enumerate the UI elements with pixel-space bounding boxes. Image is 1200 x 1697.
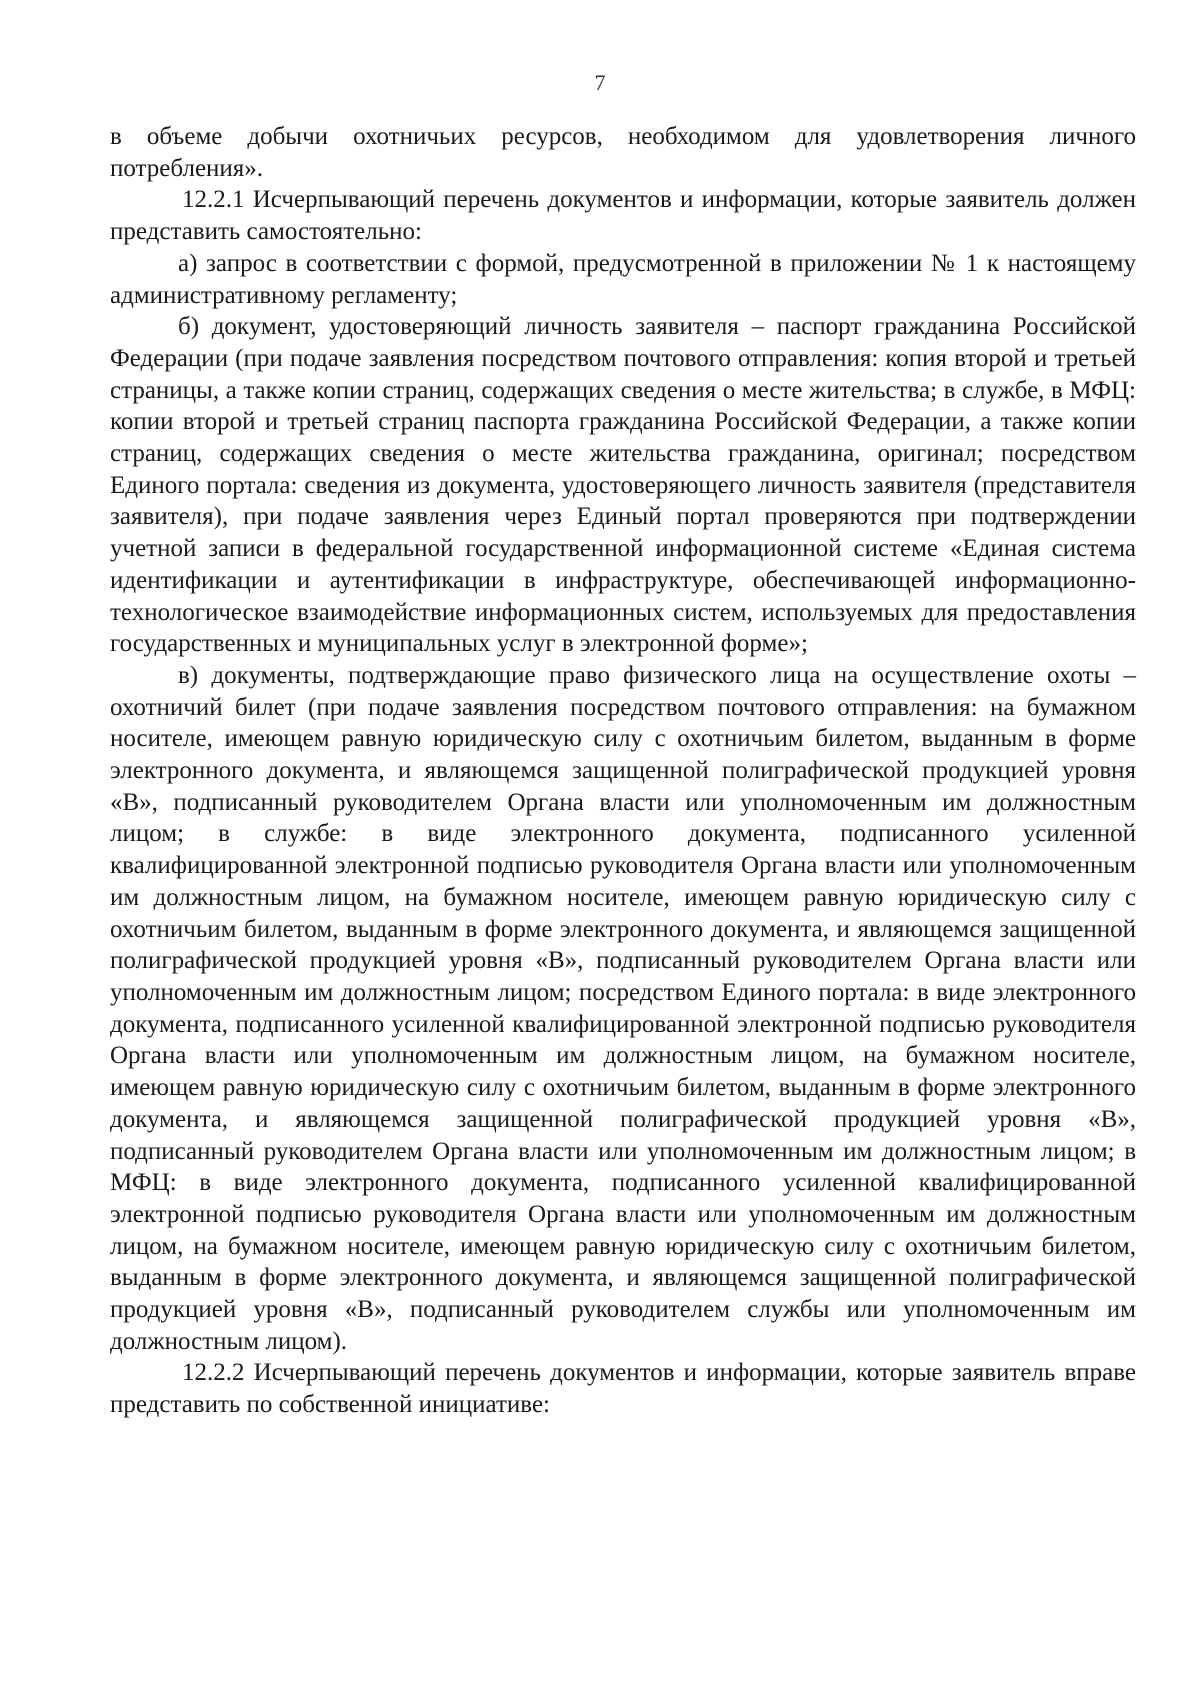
paragraph-continuation: в объеме добычи охотничьих ресурсов, необходимом для удовлетворения личного потребления». <box>110 123 1136 182</box>
page-number: 7 <box>594 70 606 95</box>
paragraph-12-2-2: 12.2.2 Исчерпывающий перечень документов и информации, которые заявитель вправе представить по собственной инициативе: <box>110 1359 1136 1419</box>
paragraph-12-2-1: 12.2.1 Исчерпывающий перечень документов и информации, которые заявитель должен представить самостоятельно: <box>110 186 1136 246</box>
paragraph-item-b: б) документ, удостоверяющий личность заявителя – паспорт гражданина Российской Федерации (при подаче заявления посредством почтового отправления: копия второй и третьей страницы, а также копии страниц, содержащих сведения о месте жительства; в службе, в МФЦ: копии второй и третьей страниц паспорта гражданина Российской Федерации, а также копии страниц, содержащих сведения о месте жительства гражданина, оригинал; посредством Единого портала: сведения из документа, удостоверяющего личность заявителя (представителя заявителя), при подаче заявления через Единый портал проверяются при подтверждении учетной записи в федеральной государственной информационной системе «Единая система идентификации и аутентификации в инфраструктуре, обеспечивающей информационно-технологическое взаимодействие информационных систем, используемых для предоставления государственных и муниципальных услуг в электронной форме»; <box>110 313 1136 658</box>
document-body <box>110 121 1136 1421</box>
paragraph-item-a: а) запрос в соответствии с формой, предусмотренной в приложении № 1 к настоящему административному регламенту; <box>110 249 1136 309</box>
paragraph-item-v: в) документы, подтверждающие право физического лица на осуществление охоты – охотничий билет (при подаче заявления посредством почтового отправления: на бумажном носителе, имеющем равную юридическую силу с охотничьим билетом, выданным в форме электронного документа, и являющемся защищенной полиграфической продукцией уровня «В», подписанный руководителем Органа власти или уполномоченным им должностным лицом; в службе: в виде электронного документа, подписанного усиленной квалифицированной электронной подписью руководителя Органа власти или уполномоченным им должностным лицом, на бумажном носителе, имеющем равную юридическую силу с охотничьим билетом, выданным в форме электронного документа, и являющемся защищенной полиграфической продукцией уровня «В», подписанный руководителем Органа власти или уполномоченным им должностным лицом; посредством Единого портала: в виде электронного документа, подписанного усиленной квалифицированной электронной подписью руководителя Органа власти или уполномоченным им должностным лицом, на бумажном носителе, имеющем равную юридическую силу с охотничьим билетом, выданным в форме электронного документа, и являющемся защищенной полиграфической продукцией уровня «В», подписанный руководителем Органа власти или уполномоченным им должностным лицом; в МФЦ: в виде электронного документа, подписанного усиленной квалифицированной электронной подписью руководителя Органа власти или уполномоченным им должностным лицом, на бумажном носителе, имеющем равную юридическую силу с охотничьим билетом, выданным в форме электронного документа, и являющемся защищенной полиграфической продукцией уровня «В», подписанный руководителем службы или уполномоченным им должностным лицом). <box>110 661 1136 1355</box>
